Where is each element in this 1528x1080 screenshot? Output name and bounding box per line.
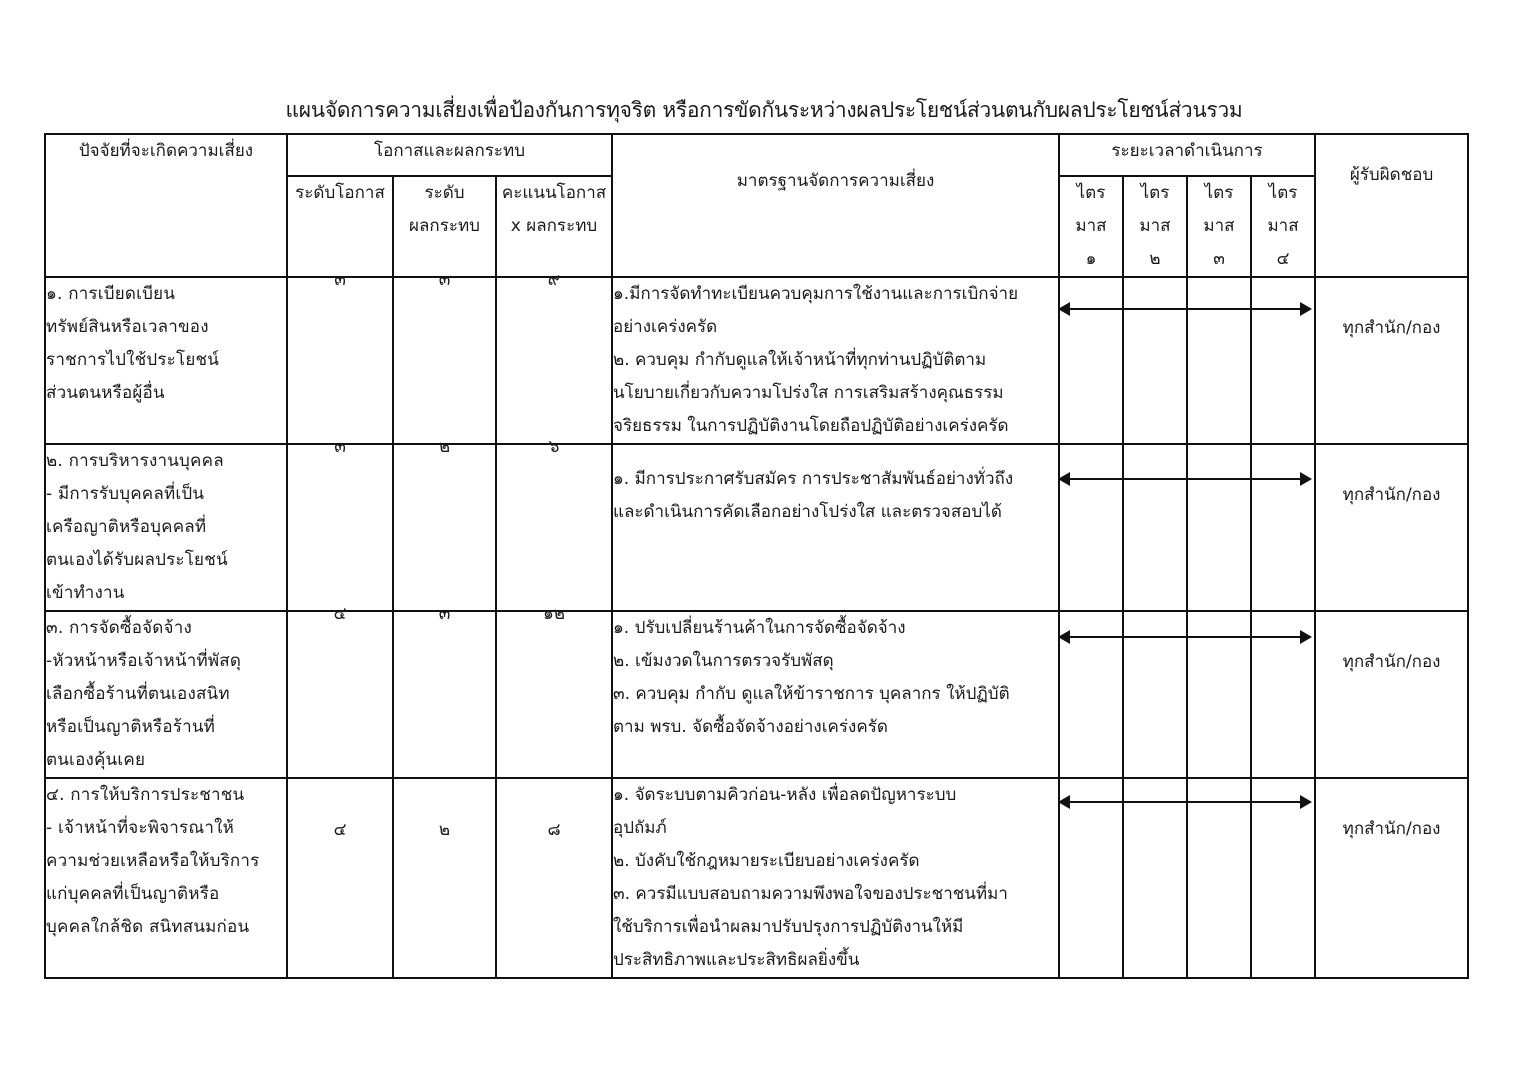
risk-factor-line: -หัวหน้าหรือเจ้าหน้าที่พัสดุ — [46, 651, 242, 671]
header-factor — [45, 134, 287, 277]
header-opportunity-impact-label: โอกาสและผลกระทบ — [374, 141, 525, 161]
arrow-left-icon — [1058, 472, 1070, 486]
measure-line: ๓. ควบคุม กำกับ ดูแลให้ข้าราชการ บุคลากร ให้ปฏิบัติ — [613, 684, 1010, 704]
risk-factor-line: บุคคลใกล้ชิด สนิทสนมก่อน — [46, 917, 250, 937]
header-impact-label-1: ระดับ — [424, 183, 465, 203]
risk-factor-cell — [45, 611, 287, 778]
quarter-2-label-3: ๒ — [1149, 249, 1161, 269]
measure-line: ๒. บังคับใช้กฎหมายระเบียบอย่างเคร่งครัด — [613, 851, 920, 871]
header-score — [496, 176, 612, 277]
header-score-label-2: x ผลกระทบ — [510, 216, 598, 236]
owner-value: ทุกสำนัก/กอง — [1342, 652, 1441, 672]
header-impact — [393, 176, 496, 277]
arrow-line — [1066, 478, 1304, 480]
header-measures-label: มาตรฐานจัดการความเสี่ยง — [736, 171, 935, 191]
measure-line: และดำเนินการคัดเลือกอย่างโปร่งใส และตรวจสอบได้ — [613, 502, 1002, 522]
arrow-right-icon — [1300, 630, 1312, 644]
score-value: ๑๒ — [543, 604, 565, 624]
risk-factor-line: - เจ้าหน้าที่จะพิจารณาให้ — [46, 818, 234, 838]
risk-factor-line: ๓. การจัดซื้อจัดจ้าง — [46, 618, 192, 638]
risk-factor-line: ราชการไปใช้ประโยชน์ — [46, 350, 220, 370]
score-cell — [496, 778, 612, 978]
arrow-line — [1066, 636, 1304, 638]
arrow-right-icon — [1300, 795, 1312, 809]
quarter-1-label-1: ไตร — [1076, 183, 1106, 203]
quarter-4-label-3: ๔ — [1276, 249, 1290, 269]
quarter-4-cell — [1251, 444, 1315, 611]
likelihood-value: ๓ — [334, 437, 346, 457]
measure-line: ๑. ปรับเปลี่ยนร้านค้าในการจัดซื้อจัดจ้าง — [613, 618, 906, 638]
risk-factor-line: เลือกซื้อร้านที่ตนเองสนิท — [46, 684, 230, 704]
measure-line: ๒. เข้มงวดในการตรวจรับพัสดุ — [613, 651, 834, 671]
measure-line: จริยธรรม ในการปฏิบัติงานโดยถือปฏิบัติอย่างเคร่งครัด — [613, 416, 1009, 436]
header-owner — [1315, 134, 1468, 277]
risk-factor-line: ตนเองได้รับผลประโยชน์ — [46, 550, 228, 570]
header-score-label-1: คะแนนโอกาส — [501, 183, 607, 203]
measures-cell — [612, 444, 1059, 611]
owner-cell — [1315, 611, 1468, 778]
measures-cell — [612, 277, 1059, 444]
risk-factor-line: ๔. การให้บริการประชาชน — [46, 785, 245, 805]
impact-cell — [393, 270, 496, 444]
header-timeline-label: ระยะเวลาดำเนินการ — [1111, 141, 1263, 161]
quarter-3-label-3: ๓ — [1213, 249, 1225, 269]
arrow-right-icon — [1300, 302, 1312, 316]
risk-factor-line: - มีการรับบุคคลที่เป็น — [46, 484, 205, 504]
measure-line: ๑. จัดระบบตามคิวก่อน-หลัง เพื่อลดปัญหาระบบ — [613, 785, 957, 805]
likelihood-value: ๔ — [333, 820, 347, 840]
quarter-3-cell — [1187, 444, 1251, 611]
measure-line: ๒. ควบคุม กำกับดูแลให้เจ้าหน้าที่ทุกท่านปฏิบัติตาม — [613, 350, 987, 370]
likelihood-value: ๔ — [333, 604, 347, 624]
risk-factor-line: เครือญาติหรือบุคคลที่ — [46, 517, 207, 537]
risk-factor-cell — [45, 277, 287, 444]
timeline-arrow-row-3 — [1058, 630, 1312, 644]
arrow-line — [1066, 801, 1304, 803]
arrow-left-icon — [1058, 302, 1070, 316]
risk-factor-line: หรือเป็นญาติหรือร้านที่ — [46, 717, 216, 737]
impact-value: ๒ — [438, 820, 451, 840]
arrow-left-icon — [1058, 795, 1070, 809]
impact-value: ๓ — [438, 270, 451, 290]
header-impact-label-2: ผลกระทบ — [409, 216, 480, 236]
impact-value: ๒ — [438, 437, 451, 457]
score-value: ๖ — [548, 437, 560, 457]
measure-line: ๑.มีการจัดทำทะเบียนควบคุมการใช้งานและการเบิกจ่าย — [613, 284, 1019, 304]
score-cell — [496, 604, 612, 778]
header-owner-label: ผู้รับผิดชอบ — [1349, 165, 1434, 185]
risk-factor-cell — [45, 444, 287, 611]
header-likelihood — [287, 176, 393, 277]
header-factor-label: ปัจจัยที่จะเกิดความเสี่ยง — [78, 141, 254, 161]
score-cell — [496, 270, 612, 444]
risk-factor-line: ตนเองคุ้นเคย — [46, 750, 146, 770]
header-quarter-1 — [1059, 176, 1123, 277]
quarter-3-label-2: มาส — [1203, 216, 1235, 236]
measure-line: นโยบายเกี่ยวกับความโปร่งใส การเสริมสร้างคุณธรรม — [613, 383, 1004, 403]
measure-line: อุปถัมภ์ — [613, 818, 667, 838]
risk-factor-line: ส่วนตนหรือผู้อื่น — [46, 383, 165, 403]
impact-value: ๓ — [438, 604, 451, 624]
header-quarter-4 — [1251, 176, 1315, 277]
quarter-3-label-1: ไตร — [1204, 183, 1234, 203]
risk-factor-line: ทรัพย์สินหรือเวลาของ — [46, 317, 209, 337]
header-likelihood-label: ระดับโอกาส — [295, 183, 385, 203]
timeline-arrow-row-1 — [1058, 302, 1312, 316]
quarter-2-label-1: ไตร — [1140, 183, 1170, 203]
impact-cell — [393, 437, 496, 611]
quarter-2-cell — [1123, 444, 1187, 611]
quarter-2-label-2: มาส — [1139, 216, 1171, 236]
owner-cell — [1315, 444, 1468, 611]
score-value: ๙ — [547, 270, 561, 290]
likelihood-cell — [287, 604, 393, 778]
likelihood-cell — [287, 270, 393, 444]
timeline-arrow-row-4 — [1058, 795, 1312, 809]
risk-factor-line: แก่บุคคลที่เป็นญาติหรือ — [46, 884, 220, 904]
risk-factor-line: เข้าทำงาน — [46, 583, 125, 603]
arrow-left-icon — [1058, 630, 1070, 644]
measure-line: ใช้บริการเพื่อนำผลมาปรับปรุงการปฏิบัติงานให้มี — [613, 917, 964, 937]
quarter-4-label-2: มาส — [1267, 216, 1299, 236]
owner-cell — [1315, 277, 1468, 444]
likelihood-cell — [287, 437, 393, 611]
quarter-1-label-3: ๑ — [1085, 249, 1097, 269]
measure-line: ๓. ควรมีแบบสอบถามความพึงพอใจของประชาชนที่มา — [613, 884, 1008, 904]
measure-line: ตาม พรบ. จัดซื้อจัดจ้างอย่างเคร่งครัด — [613, 717, 888, 737]
owner-value: ทุกสำนัก/กอง — [1342, 318, 1441, 338]
document-title: แผนจัดการความเสี่ยงเพื่อป้องกันการทุจริต หรือการขัดกันระหว่างผลประโยชน์ส่วนตนกับผลประโยชน์ส่วนรวม — [285, 98, 1243, 122]
risk-factor-line: ๑. การเบียดเบียน — [46, 284, 176, 304]
arrow-line — [1066, 308, 1304, 310]
risk-factor-line: ความช่วยเหลือหรือให้บริการ — [46, 851, 260, 871]
measure-line: อย่างเคร่งครัด — [613, 317, 718, 337]
header-timeline — [1059, 134, 1315, 176]
quarter-1-cell — [1059, 444, 1123, 611]
quarter-4-label-1: ไตร — [1268, 183, 1298, 203]
header-opportunity-impact — [287, 134, 612, 176]
quarter-1-label-2: มาส — [1075, 216, 1107, 236]
score-value: ๘ — [547, 820, 561, 840]
risk-factor-line: ๒. การบริหารงานบุคคล — [46, 451, 224, 471]
risk-factor-cell — [45, 778, 287, 978]
impact-cell — [393, 604, 496, 778]
risk-management-table — [44, 133, 1469, 979]
header-row-1 — [45, 134, 1468, 176]
header-quarter-3 — [1187, 176, 1251, 277]
likelihood-cell — [287, 778, 393, 978]
score-cell — [496, 437, 612, 611]
owner-value: ทุกสำนัก/กอง — [1342, 819, 1441, 839]
owner-cell — [1315, 778, 1468, 978]
measures-cell — [612, 778, 1059, 978]
likelihood-value: ๓ — [334, 270, 346, 290]
header-quarter-2 — [1123, 176, 1187, 277]
table-row — [45, 444, 1468, 611]
impact-cell — [393, 778, 496, 978]
measure-line: ๑. มีการประกาศรับสมัคร การประชาสัมพันธ์อย่างทั่วถึง — [613, 469, 1014, 489]
header-measures — [612, 134, 1059, 277]
measure-line: ประสิทธิภาพและประสิทธิผลยิ่งขึ้น — [613, 950, 860, 970]
measures-cell — [612, 611, 1059, 778]
owner-value: ทุกสำนัก/กอง — [1342, 485, 1441, 505]
arrow-right-icon — [1300, 472, 1312, 486]
timeline-arrow-row-2 — [1058, 472, 1312, 486]
